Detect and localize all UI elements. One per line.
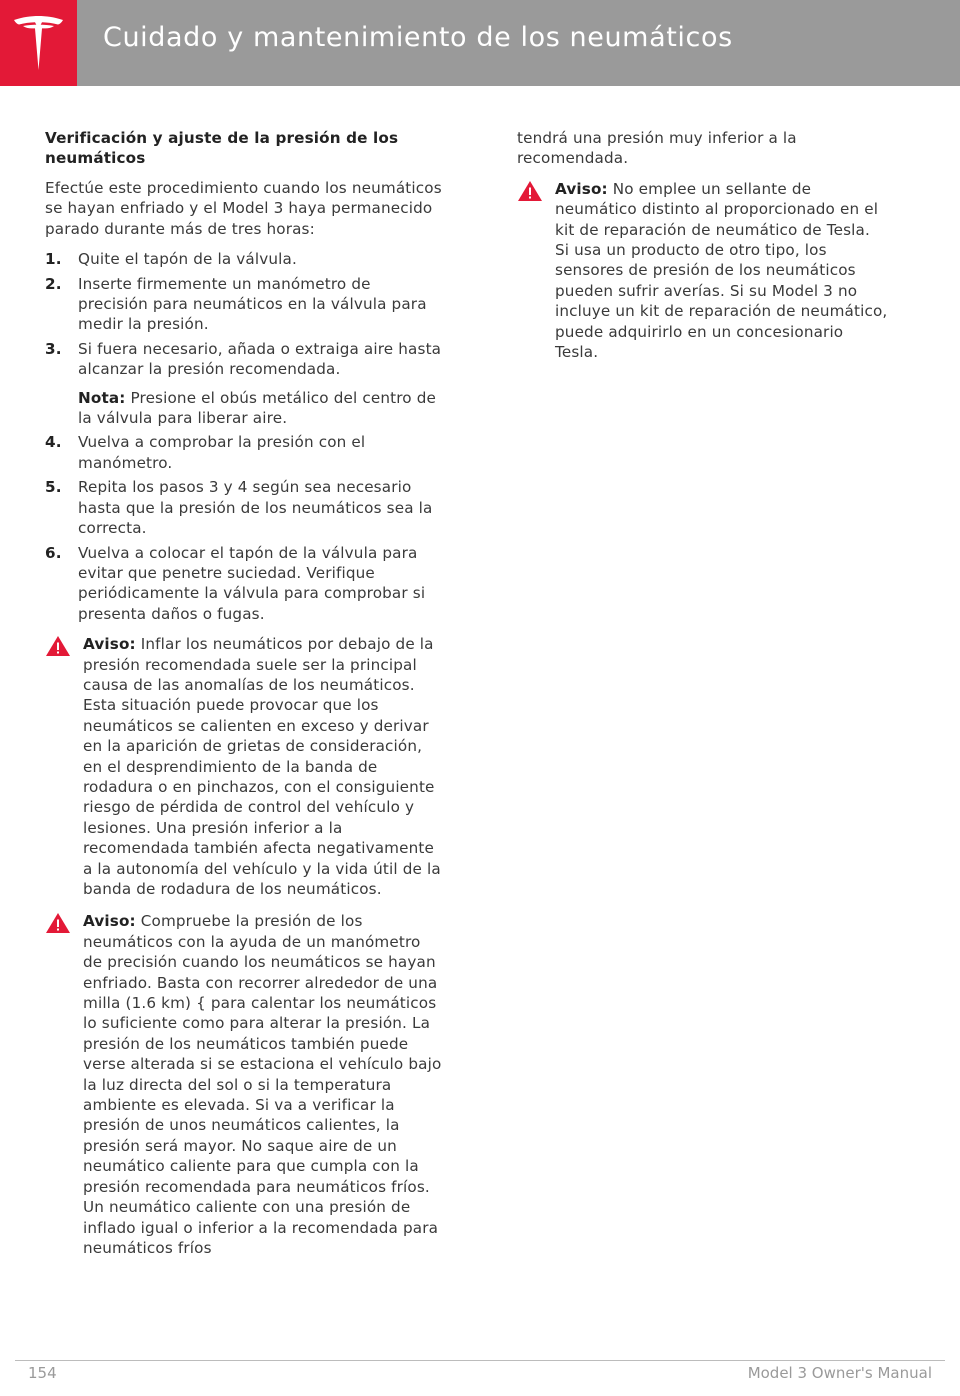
step-text: Repita los pasos 3 y 4 según sea necesario hasta que la presión de los neumáticos sea la correcta.	[78, 478, 433, 538]
step-number: 2.	[45, 274, 62, 293]
list-item	[45, 339, 443, 380]
step-number: 3.	[45, 339, 62, 358]
step-number: 4.	[45, 433, 62, 452]
left-column	[45, 128, 443, 1270]
page-title: Cuidado y mantenimiento de los neumáticos	[103, 22, 733, 53]
warning-block	[45, 634, 443, 899]
step-number: 1.	[45, 250, 62, 269]
warning-label: Aviso:	[83, 635, 136, 654]
warning-block	[45, 911, 443, 1258]
right-column	[517, 128, 889, 374]
step-number: 6.	[45, 543, 62, 562]
warning-label: Aviso:	[83, 912, 136, 931]
manual-name: Model 3 Owner's Manual	[747, 1364, 932, 1382]
warning-icon	[45, 635, 71, 657]
warning-text: Compruebe la presión de los neumáticos con la ayuda de un manómetro de precisión cuando los neumáticos se hayan enfriado. Basta con recorrer alrededor de una milla (1.6 km) { para calentar los neumáticos lo suficiente como para alterar la presión. La presión de los neumáticos también puede verse alterada si se estaciona el vehículo bajo la luz directa del sol o si la temperatura ambiente es elevada. Si va a verificar la presión de unos neumáticos calientes, la presión será mayor. No saque aire de un neumático caliente para que cumpla con la presión recomendada para neumáticos fríos. Un neumático caliente con una presión de inflado igual o inferior a la recomendada para neumáticos fríos	[83, 912, 442, 1257]
note-block	[45, 388, 443, 429]
logo-box	[0, 0, 77, 86]
warning-text: No emplee un sellante de neumático distinto al proporcionado en el kit de reparación de neumático de Tesla. Si usa un producto de otro tipo, los sensores de presión de los neumáticos pueden sufrir averías. Si su Model 3 no incluye un kit de reparación de neumático, puede adquirirlo en un concesionario Tesla.	[555, 179, 888, 362]
step-text: Quite el tapón de la válvula.	[78, 250, 297, 269]
step-text: Vuelva a comprobar la presión con el manómetro.	[78, 433, 366, 472]
step-number: 5.	[45, 478, 62, 497]
list-item	[45, 432, 443, 473]
steps-list	[45, 249, 443, 624]
section-heading: Verificación y ajuste de la presión de los neumáticos	[45, 129, 399, 167]
step-text: Vuelva a colocar el tapón de la válvula para evitar que penetre suciedad. Verifique periódicamente la válvula para comprobar si presenta daños o fugas.	[78, 543, 426, 623]
continued-paragraph: tendrá una presión muy inferior a la recomendada.	[517, 129, 797, 168]
intro-paragraph: Efectúe este procedimiento cuando los neumáticos se hayan enfriado y el Model 3 haya permanecido parado durante más de tres horas:	[45, 179, 442, 238]
warning-icon	[45, 912, 71, 934]
warning-label: Aviso:	[555, 179, 608, 198]
list-item	[45, 249, 443, 269]
note-text: Presione el obús metálico del centro de la válvula para liberar aire.	[78, 388, 436, 428]
step-text: Inserte firmemente un manómetro de precisión para neumáticos en la válvula para medir la presión.	[78, 274, 427, 334]
warning-text: Inflar los neumáticos por debajo de la presión recomendada suele ser la principal causa de las anomalías de los neumáticos. Esta situación puede provocar que los neumáticos se calienten en exceso y derivar en la aparición de grietas de consideración, en el desprendimiento de la banda de rodadura o en pinchazos, con el consiguiente riesgo de pérdida de control del vehículo y lesiones. Una presión inferior a la recomendada también afecta negativamente a la autonomía del vehículo y la vida útil de la banda de rodadura de los neumáticos.	[83, 635, 441, 898]
warning-icon	[517, 180, 543, 202]
step-text: Si fuera necesario, añada o extraiga aire hasta alcanzar la presión recomendada.	[78, 339, 442, 379]
list-item	[45, 274, 443, 335]
page-number: 154	[28, 1364, 57, 1382]
note-label: Nota:	[78, 388, 126, 407]
list-item	[45, 543, 443, 625]
footer-divider	[15, 1360, 945, 1361]
page-header	[0, 0, 960, 86]
warning-block	[517, 179, 889, 363]
tesla-logo-icon	[13, 16, 64, 70]
list-item	[45, 477, 443, 538]
